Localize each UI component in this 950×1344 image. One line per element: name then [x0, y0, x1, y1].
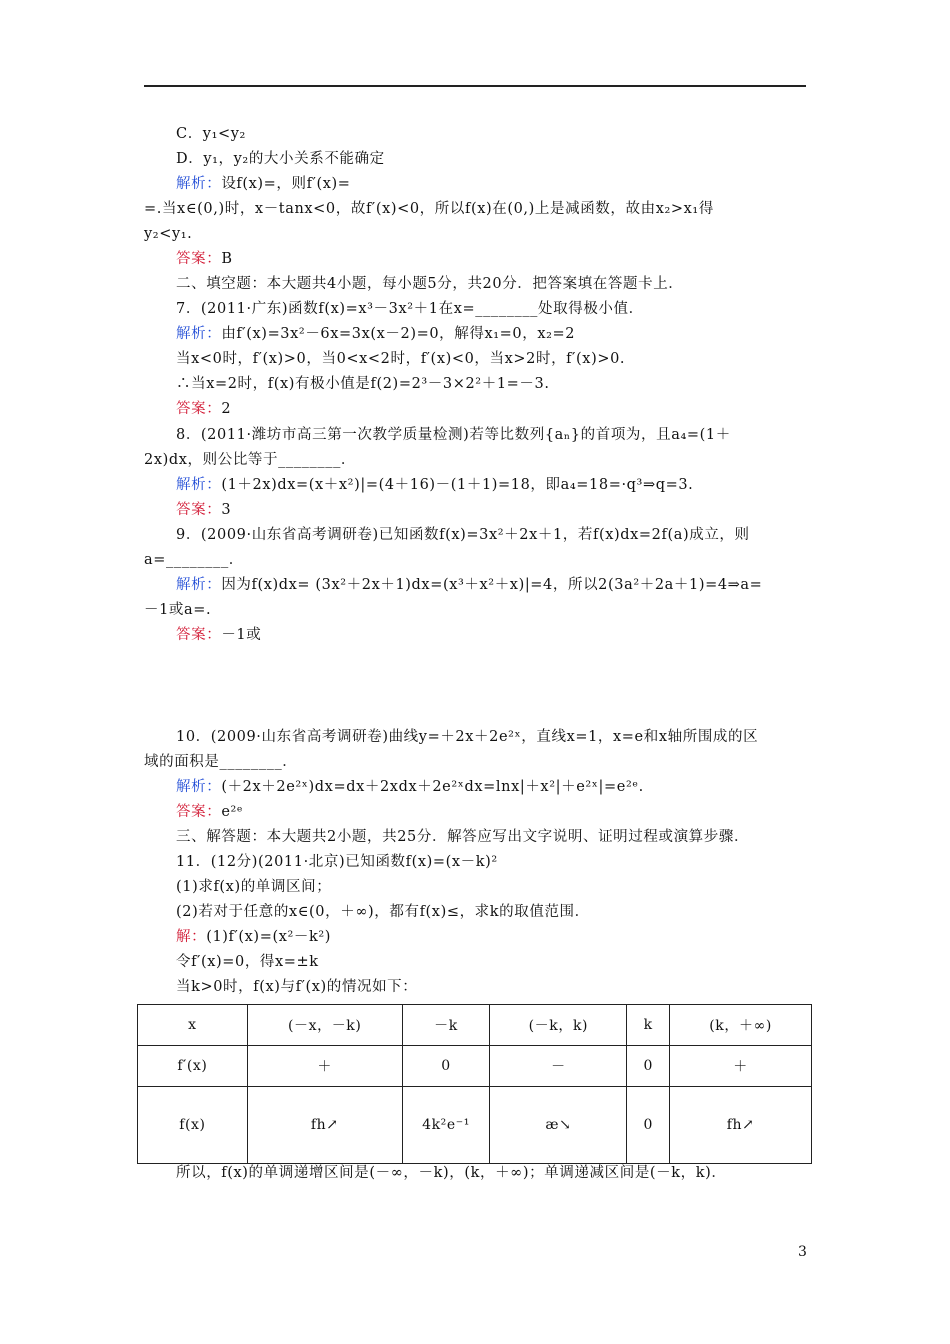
table-cell: ＋ — [247, 1046, 402, 1087]
text-line: 域的面积是________． — [144, 754, 298, 770]
analysis-line — [176, 324, 575, 344]
table-cell: fh↗ — [247, 1087, 402, 1164]
analysis-text: 因为f(x)dx= (3x²＋2x＋1)dx=(x³＋x²＋x)|=4，所以2(3a²＋2a＋1)=4⇒a= — [221, 577, 763, 593]
section-heading: 二、填空题：本大题共4小题，每小题5分，共20分．把答案填在答题卡上． — [176, 276, 684, 292]
text-line: 当k>0时，f(x)与f′(x)的情况如下： — [176, 979, 418, 995]
question-9: 9．(2009·山东省高考调研卷)已知函数f(x)=3x²＋2x＋1，若f(x)dx=2f(a)成立，则 — [176, 527, 750, 543]
answer-label: 答案： — [176, 502, 222, 518]
answer-line — [176, 500, 231, 520]
table-cell: f′(x) — [138, 1046, 248, 1087]
text-line: 当x<0时，f′(x)>0，当0<x<2时，f′(x)<0，当x>2时，f′(x)>0. — [176, 351, 626, 367]
solution-label: 解： — [176, 929, 207, 945]
answer-text: －1或 — [221, 627, 262, 643]
table-row — [138, 1046, 812, 1087]
answer-line — [176, 625, 261, 645]
answer-text: B — [221, 251, 233, 267]
analysis-label: 解析： — [176, 477, 222, 493]
answer-label: 答案： — [176, 401, 222, 417]
analysis-line — [176, 777, 644, 797]
text-line: 2x)dx，则公比等于________． — [144, 452, 357, 468]
section-heading: 三、解答题：本大题共2小题，共25分．解答应写出文字说明、证明过程或演算步骤． — [176, 829, 750, 845]
option-c: C．y₁<y₂ — [176, 126, 246, 142]
text-line: ∴当x=2时，f(x)有极小值是f(2)=2³－3×2²＋1=－3. — [176, 376, 550, 392]
analysis-label: 解析： — [176, 176, 222, 192]
question-8: 8．(2011·潍坊市高三第一次教学质量检测)若等比数列{aₙ}的首项为，且a₄=(1＋ — [176, 427, 731, 443]
table-cell: 4k²e⁻¹ — [402, 1087, 490, 1164]
analysis-text: 由f′(x)=3x²－6x=3x(x－2)=0，解得x₁=0，x₂=2 — [221, 326, 576, 342]
table-cell: 0 — [627, 1087, 670, 1164]
text-line: －1或a=. — [144, 602, 212, 618]
analysis-line — [176, 575, 762, 595]
answer-line — [176, 249, 233, 269]
text-line: 令f′(x)=0，得x=±k — [176, 954, 319, 970]
analysis-text: (1＋2x)dx=(x＋x²)|=(4＋16)－(1＋1)=18，即a₄=18=·q³⇒q=3. — [221, 477, 694, 493]
table-cell: x — [138, 1005, 248, 1046]
analysis-label: 解析： — [176, 779, 222, 795]
question-7: 7．(2011·广东)函数f(x)=x³－3x²＋1在x=________处取得极小值． — [176, 301, 644, 317]
text-line: 所以，f(x)的单调递增区间是(－∞，－k)，(k，＋∞)；单调递减区间是(－k，k)． — [176, 1165, 727, 1181]
page-number: 3 — [798, 1244, 807, 1260]
answer-label: 答案： — [176, 251, 222, 267]
analysis-label: 解析： — [176, 577, 222, 593]
text-line: y₂<y₁. — [144, 226, 193, 242]
analysis-label: 解析： — [176, 326, 222, 342]
table-cell: æ↘ — [490, 1087, 627, 1164]
table-header-row — [138, 1005, 812, 1046]
table-cell: fh↗ — [670, 1087, 812, 1164]
table-cell: 0 — [627, 1046, 670, 1087]
analysis-text: (＋2x＋2e²ˣ)dx=dx＋2xdx＋2e²ˣdx=lnx|＋x²|＋e²ˣ|=e²ᵉ. — [221, 779, 644, 795]
table-cell: (k，＋∞) — [670, 1005, 812, 1046]
table-cell: (－k，k) — [490, 1005, 627, 1046]
text-line: (1)求f(x)的单调区间； — [176, 879, 332, 895]
table-cell: k — [627, 1005, 670, 1046]
question-11: 11．(12分)(2011·北京)已知函数f(x)=(x－k)² — [176, 854, 498, 870]
table-cell: －k — [402, 1005, 490, 1046]
solution-line — [176, 927, 331, 947]
answer-text: 3 — [221, 502, 232, 518]
answer-line — [176, 802, 243, 822]
text-line: (2)若对于任意的x∈(0，＋∞)，都有f(x)≤，求k的取值范围． — [176, 904, 590, 920]
analysis-text: 设f(x)=，则f′(x)= — [221, 176, 351, 192]
answer-text: 2 — [221, 401, 232, 417]
table-row — [138, 1087, 812, 1164]
answer-label: 答案： — [176, 804, 222, 820]
table-cell: (－x，－k) — [247, 1005, 402, 1046]
question-10: 10．(2009·山东省高考调研卷)曲线y=＋2x＋2e²ˣ，直线x=1，x=e和x轴所围成的区 — [176, 729, 759, 745]
answer-text: e²ᵉ — [221, 804, 244, 820]
answer-line — [176, 399, 231, 419]
analysis-line — [176, 174, 351, 194]
table-cell: f(x) — [138, 1087, 248, 1164]
analysis-line — [176, 475, 693, 495]
text-line: =.当x∈(0,)时，x－tanx<0，故f′(x)<0，所以f(x)在(0,)上是减函数，故由x₂>x₁得 — [144, 201, 714, 217]
solution-text: (1)f′(x)=(x²－k²) — [206, 929, 332, 945]
header-rule — [144, 85, 806, 87]
table-cell: ＋ — [670, 1046, 812, 1087]
option-d: D．y₁，y₂的大小关系不能确定 — [176, 151, 385, 167]
answer-label: 答案： — [176, 627, 222, 643]
text-line: a=________． — [144, 552, 244, 568]
table-cell: 0 — [402, 1046, 490, 1087]
sign-table — [137, 1004, 812, 1164]
table-cell: － — [490, 1046, 627, 1087]
